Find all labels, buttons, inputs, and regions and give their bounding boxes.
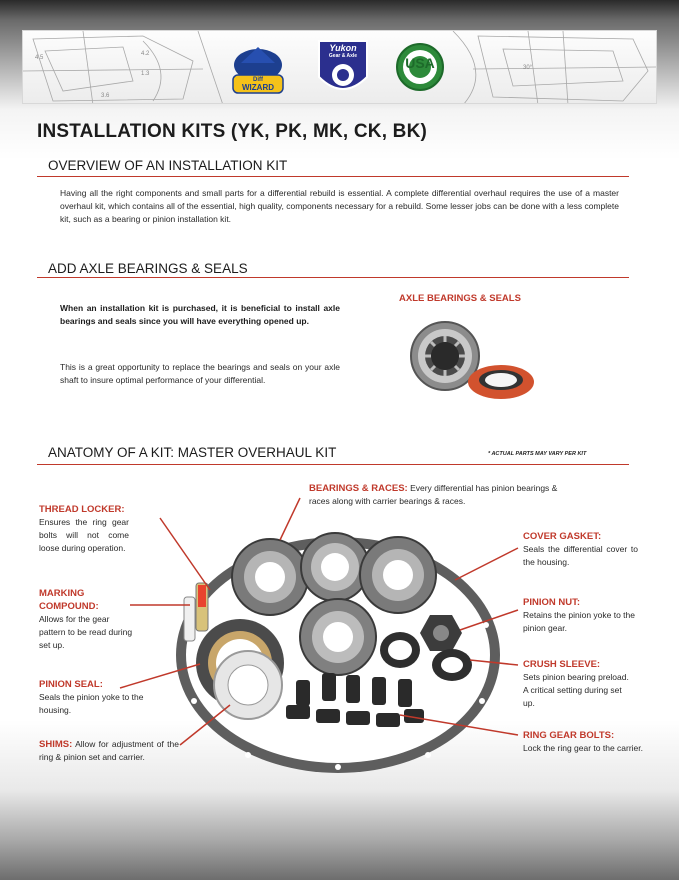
dimension-label: 1.3 <box>141 71 150 77</box>
divider <box>37 176 629 177</box>
callout-thread-locker <box>39 503 129 555</box>
axle-seal <box>468 365 534 399</box>
callout-label: SHIMS: <box>39 739 73 750</box>
callout-label: COVER GASKET: <box>523 531 602 542</box>
axle-paragraph-2: This is a great opportunity to replace the bearings and seals on your axle shaft to insure optimal performance of your differential. <box>60 362 340 386</box>
dimension-label: 4.5 <box>35 55 44 61</box>
callout-crush-sleeve <box>523 658 633 710</box>
callout-pinion-nut <box>523 596 643 635</box>
callout-text: Every differential has pinion bearings & races along with carrier bearings & races. <box>309 483 558 506</box>
callout-label: RING GEAR BOLTS: <box>523 730 615 741</box>
header-banner <box>22 30 657 104</box>
callout-text: Seals the differential cover to the housing. <box>523 544 638 567</box>
section-title-anatomy: ANATOMY OF A KIT: MASTER OVERHAUL KIT <box>48 445 337 460</box>
page-title: INSTALLATION KITS (YK, PK, MK, CK, BK) <box>37 121 428 142</box>
pinion-bearing-2 <box>300 599 376 675</box>
callout-text: Retains the pinion yoke to the pinion gear. <box>523 610 635 633</box>
o-ring <box>380 632 420 668</box>
callout-text: Seals the pinion yoke to the housing. <box>39 692 144 715</box>
overview-paragraph: Having all the right components and small parts for a differential rebuild is essential. A complete differential overhaul requires the use of a master overhaul kit, which contains all of the essential, high quality, components necessary for a rebuild. Some lesser jobs can be done with a less complete kit, such as a bearing or pinion installation kit. <box>60 188 619 225</box>
axle-paragraph-1: When an installation kit is purchased, it is beneficial to install axle bearings and seals since you will have everything opened up. <box>60 303 340 327</box>
callout-shims <box>39 738 179 764</box>
carrier-bearing-2 <box>360 537 436 613</box>
axle-image-label: AXLE BEARINGS & SEALS <box>399 293 521 304</box>
callout-label: MARKING COMPOUND: <box>39 588 99 612</box>
logo-text: WIZARD <box>242 83 274 92</box>
logo-text: USA <box>405 55 435 71</box>
callout-text: Lock the ring gear to the carrier. <box>523 743 644 753</box>
pinion-bearing-1 <box>301 533 369 601</box>
callout-text: Allows for the gear pattern to be read during set up. <box>39 614 133 650</box>
dimension-label: 3.6 <box>101 93 110 99</box>
logo-text: Diff <box>253 77 263 83</box>
divider <box>37 277 629 278</box>
master-overhaul-kit-image <box>160 515 510 780</box>
carrier-bearing-1 <box>232 539 308 615</box>
callout-label: THREAD LOCKER: <box>39 504 125 515</box>
callout-label: BEARINGS & RACES: <box>309 483 408 494</box>
shim <box>214 651 282 719</box>
callout-cover-gasket <box>523 530 638 569</box>
yukon-logo <box>313 37 373 101</box>
thread-locker-tube <box>196 583 208 631</box>
divider <box>37 464 629 465</box>
callout-bearings <box>309 482 559 508</box>
usa-standard-gear-logo <box>395 41 445 93</box>
section-title-overview: OVERVIEW OF AN INSTALLATION KIT <box>48 158 288 173</box>
callout-label: PINION NUT: <box>523 597 580 608</box>
dimension-label: 4.2 <box>141 51 150 57</box>
parts-vary-note: * ACTUAL PARTS MAY VARY PER KIT <box>488 451 587 457</box>
marking-compound-tube <box>184 597 195 641</box>
callout-text: Allow for adjustment of the ring & pinion set and carrier. <box>39 739 179 762</box>
section-title-axle: ADD AXLE BEARINGS & SEALS <box>48 261 248 276</box>
callout-text: Sets pinion bearing preload. A critical setting during set up. <box>523 672 629 708</box>
logo-text: Yukon <box>329 43 357 53</box>
crush-sleeve <box>432 649 472 681</box>
callout-ring-gear-bolts <box>523 729 643 755</box>
callout-label: CRUSH SLEEVE: <box>523 659 601 670</box>
diff-wizard-logo <box>227 41 289 99</box>
callout-marking-compound <box>39 587 134 652</box>
callout-label: PINION SEAL: <box>39 679 103 690</box>
logo-text: Gear & Axle <box>328 53 358 59</box>
callout-text: Ensures the ring gear bolts will not come loose during operation. <box>39 517 129 553</box>
axle-bearing-seal-image <box>405 310 535 410</box>
dimension-label: 30° <box>523 65 533 71</box>
callout-pinion-seal <box>39 678 159 717</box>
